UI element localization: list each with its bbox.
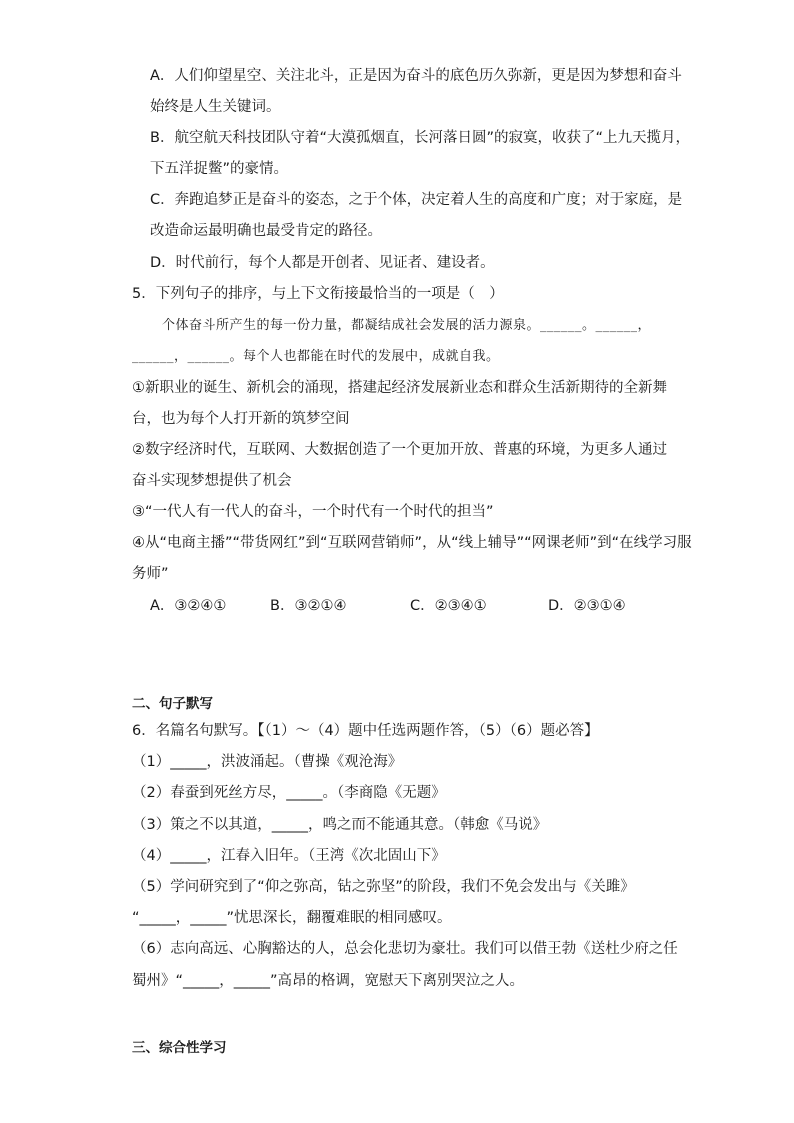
q6-line-3: （3）策之不以其道，_____，鸣之而不能通其意。（韩愈《马说》 [132,817,548,833]
section-2-title: 二、句子默写 [132,696,213,712]
q5-choice-a: A．③②④① [150,598,227,614]
q4-option-b-line2: 下五洋捉鳖”的豪情。 [150,161,289,177]
q5-passage-line2: ______，______。每个人也都能在时代的发展中，成就自我。 [132,349,500,364]
q5-choice-c: C．②③④① [410,598,487,614]
q6-stem: 6．名篇名句默写。【（1）～（4）题中任选两题作答，（5）（6）题必答】 [132,723,599,739]
q6-line-6b: 蜀州》“_____，_____”高昂的格调，宽慰天下离别哭泣之人。 [132,973,525,989]
q6-line-5b: “_____，_____”忧思深长，翻覆难眠的相同感叹。 [132,910,452,926]
q6-line-2: （2）春蚕到死丝方尽，_____。（李商隐《无题》 [132,785,446,801]
q5-item-3: ③“一代人有一代人的奋斗，一个时代有一个时代的担当” [132,504,494,520]
q5-item-1-line1: ①新职业的诞生、新机会的涌现，搭建起经济发展新业态和群众生活新期待的全新舞 [132,380,667,396]
q4-option-c-line1: C．奔跑追梦正是奋斗的姿态，之于个体，决定着人生的高度和广度；对于家庭，是 [150,192,683,208]
q6-line-1: （1）_____，洪波涌起。（曹操《观沧海》 [132,754,403,770]
q4-option-a-line2: 始终是人生关键词。 [150,99,281,115]
q4-option-c-line2: 改造命运最明确也最受肯定的路径。 [150,223,382,239]
q6-line-6a: （6）志向高远、心胸豁达的人，总会化悲切为豪壮。我们可以借王勃《送杜少府之任 [132,941,678,957]
q6-line-4: （4）_____，江春入旧年。（王湾《次北固山下》 [132,848,446,864]
q6-line-5a: （5）学问研究到了“仰之弥高，钻之弥坚”的阶段，我们不免会发出与《关雎》 [132,879,635,895]
q5-choice-b: B．③②①④ [270,598,347,614]
q5-choice-d: D．②③①④ [548,598,626,614]
q4-option-d: D．时代前行，每个人都是开创者、见证者、建设者。 [150,255,495,271]
q5-item-1-line2: 台，也为每个人打开新的筑梦空间 [132,411,350,427]
q5-item-2-line1: ②数字经济时代，互联网、大数据创造了一个更加开放、普惠的环境，为更多人通过 [132,442,667,458]
q5-passage-line1: 个体奋斗所产生的每一份力量，都凝结成社会发展的活力源泉。______。______， [162,318,652,333]
q5-stem: 5．下列句子的排序，与上下文衔接最恰当的一项是（ ） [132,286,504,302]
q5-item-4-line1: ④从“电商主播”“带货网红”到“互联网营销师”，从“线上辅导”“网课老师”到“在线学习服 [132,535,692,551]
q5-item-2-line2: 奋斗实现梦想提供了机会 [132,473,292,489]
section-3-title: 三、综合性学习 [132,1040,227,1056]
q4-option-a-line1: A．人们仰望星空、关注北斗，正是因为奋斗的底色历久弥新，更是因为梦想和奋斗 [150,68,682,84]
q4-option-b-line1: B．航空航天科技团队守着“大漠孤烟直，长河落日圆”的寂寞，收获了“上九天揽月， [150,130,690,146]
q5-item-4-line2: 务师” [132,566,169,582]
